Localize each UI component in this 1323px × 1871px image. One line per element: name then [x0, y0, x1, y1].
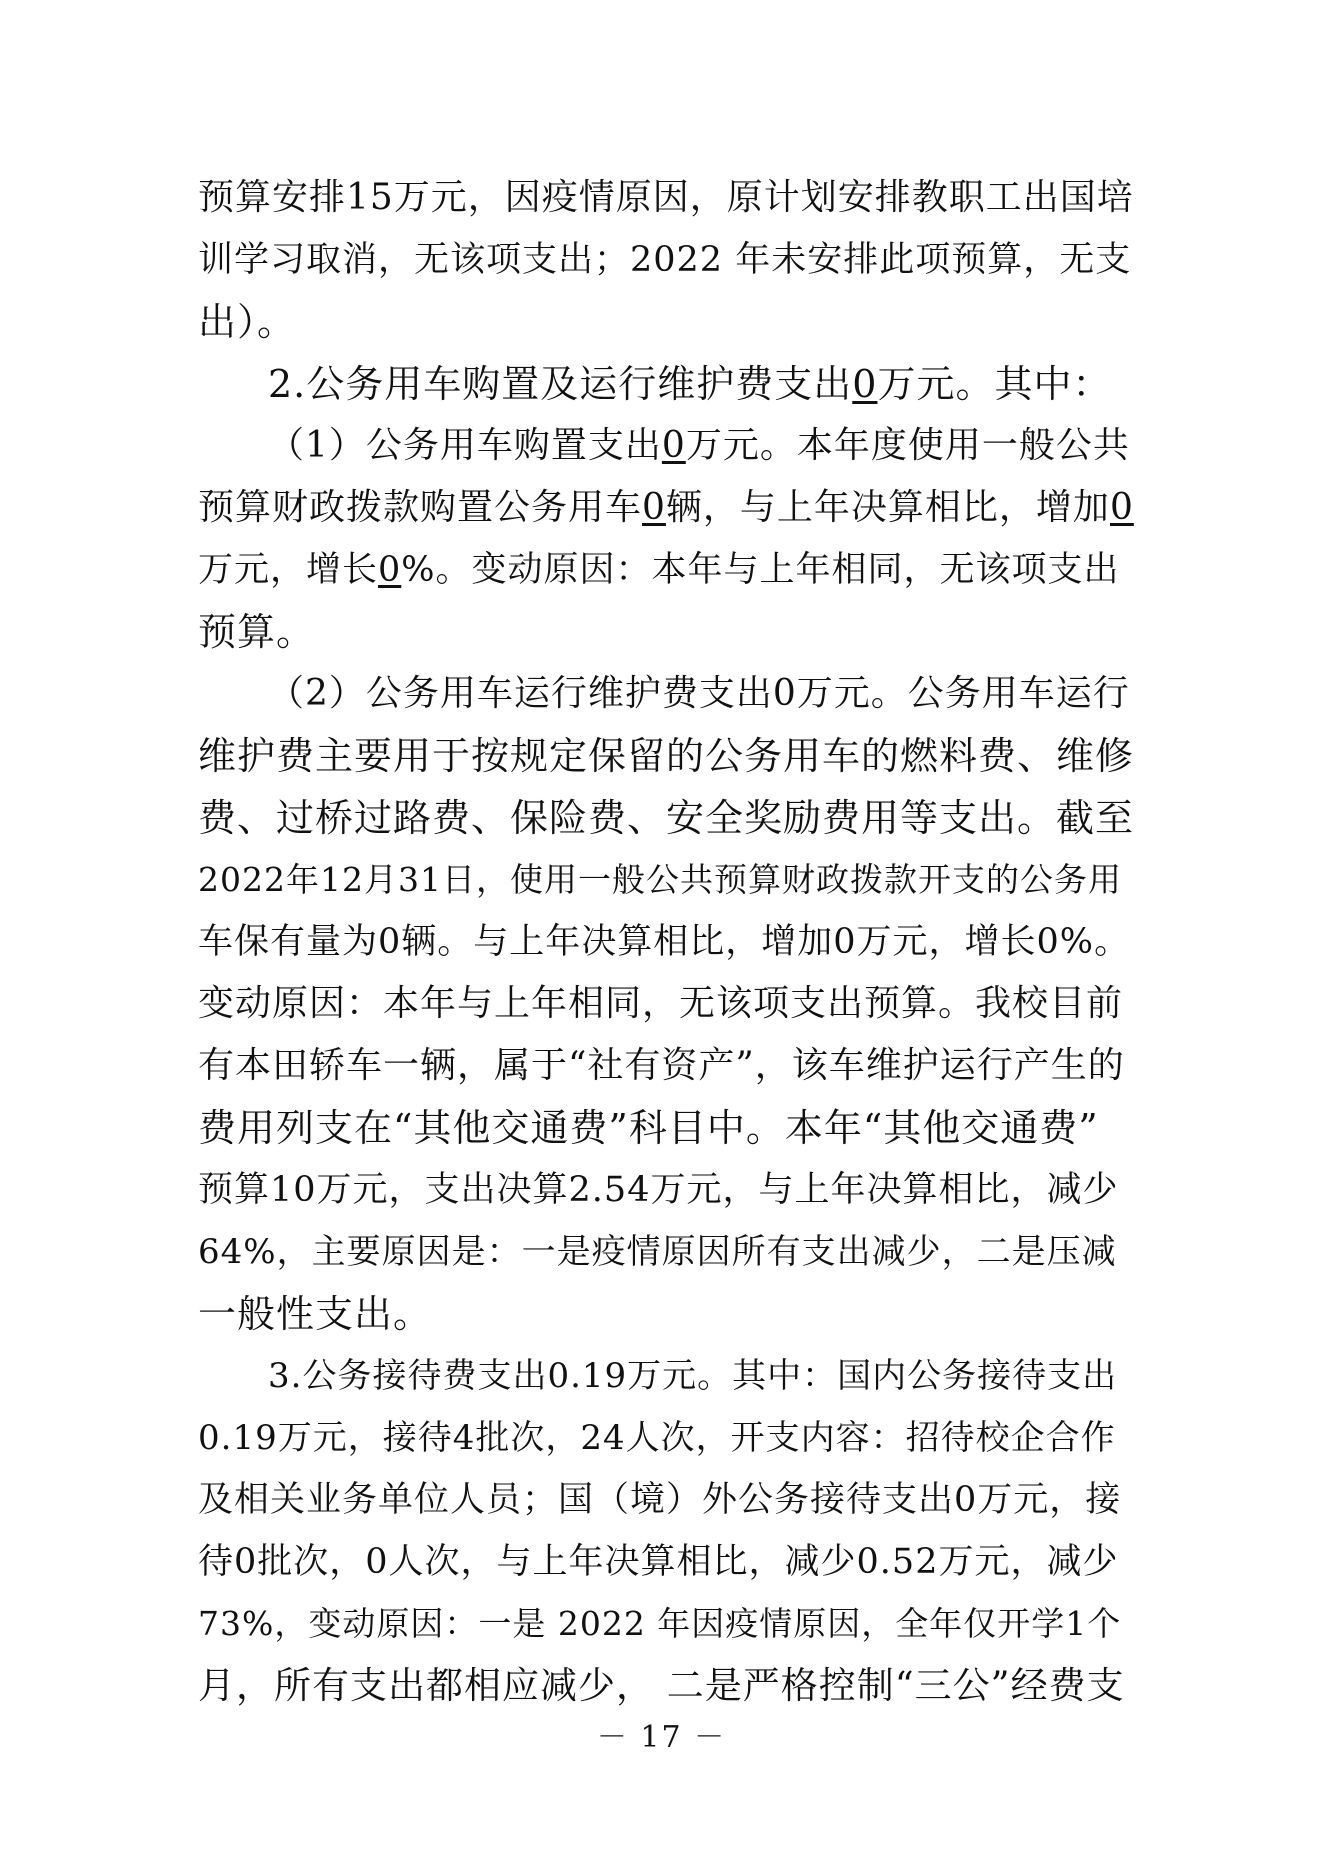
text-line: 2022年12月31日，使用一般公共预算财政拨款开支的公务用	[198, 860, 1122, 899]
text-line: 车保有量为0辆。与上年决算相比，增加0万元，增长0%。	[198, 922, 1131, 962]
text-line: 月，所有支出都相应减少， 二是严格控制“三公”经费支	[198, 1664, 1125, 1707]
text-line: 有本田轿车一辆，属于“社有资产”，该车维护运行产生的	[198, 1045, 1125, 1086]
text-line: 64%，主要原因是：一是疫情原因所有支出减少，二是压减	[198, 1232, 1117, 1272]
text-line: 费用列支在“其他交通费”科目中。本年“其他交通费”	[198, 1106, 1099, 1150]
text-line: 预算安排15万元，因疫情原因，原计划安排教职工出国培	[198, 177, 1134, 218]
text-line: 0.19万元，接待4批次，24人次，开支内容：招待校企合作	[198, 1418, 1116, 1458]
underlined-value: 0	[378, 550, 402, 590]
text-line: 训学习取消，无该项支出；2022 年未安排此项预算，无支	[198, 240, 1132, 280]
underlined-value: 0	[1109, 487, 1134, 528]
underlined-value: 0	[852, 362, 878, 406]
text-line: 变动原因：本年与上年相同，无该项支出预算。我校目前	[198, 983, 1124, 1024]
text-line: 预算财政拨款购置公务用车0辆，与上年决算相比，增加0	[198, 487, 1134, 528]
text-line: 预算。	[198, 610, 316, 654]
text-line: 待0批次，0人次，与上年决算相比，减少0.52万元，减少	[198, 1542, 1119, 1582]
text-line: （1）公务用车购置支出0万元。本年度使用一般公共	[268, 425, 1130, 466]
text-line: 万元，增长0%。变动原因：本年与上年相同，无该项支出	[198, 550, 1120, 590]
underlined-value: 0	[642, 487, 666, 528]
text-line: 出）。	[198, 300, 297, 344]
text-line: 及相关业务单位人员；国（境）外公务接待支出0万元，接	[198, 1480, 1122, 1520]
text-line: 一般性支出。	[198, 1292, 433, 1336]
text-line: 费、过桥过路费、保险费、安全奖励费用等支出。截至	[198, 796, 1135, 840]
underlined-value: 0	[661, 425, 686, 466]
text-line: 预算10万元，支出决算2.54万元，与上年决算相比，减少	[198, 1170, 1119, 1210]
text-line: 维护费主要用于按规定保留的公务用车的燃料费、维修	[198, 734, 1135, 778]
page-number: － 17 －	[596, 1720, 727, 1755]
text-line: 73%，变动原因：一是 2022 年因疫情原因，全年仅开学1个	[198, 1604, 1122, 1643]
text-line: 2.公务用车购置及运行维护费支出0万元。其中：	[268, 362, 1112, 406]
text-line: 3.公务接待费支出0.19万元。其中：国内公务接待支出	[268, 1356, 1118, 1396]
text-line: （2）公务用车运行维护费支出0万元。公务用车运行	[268, 673, 1130, 714]
